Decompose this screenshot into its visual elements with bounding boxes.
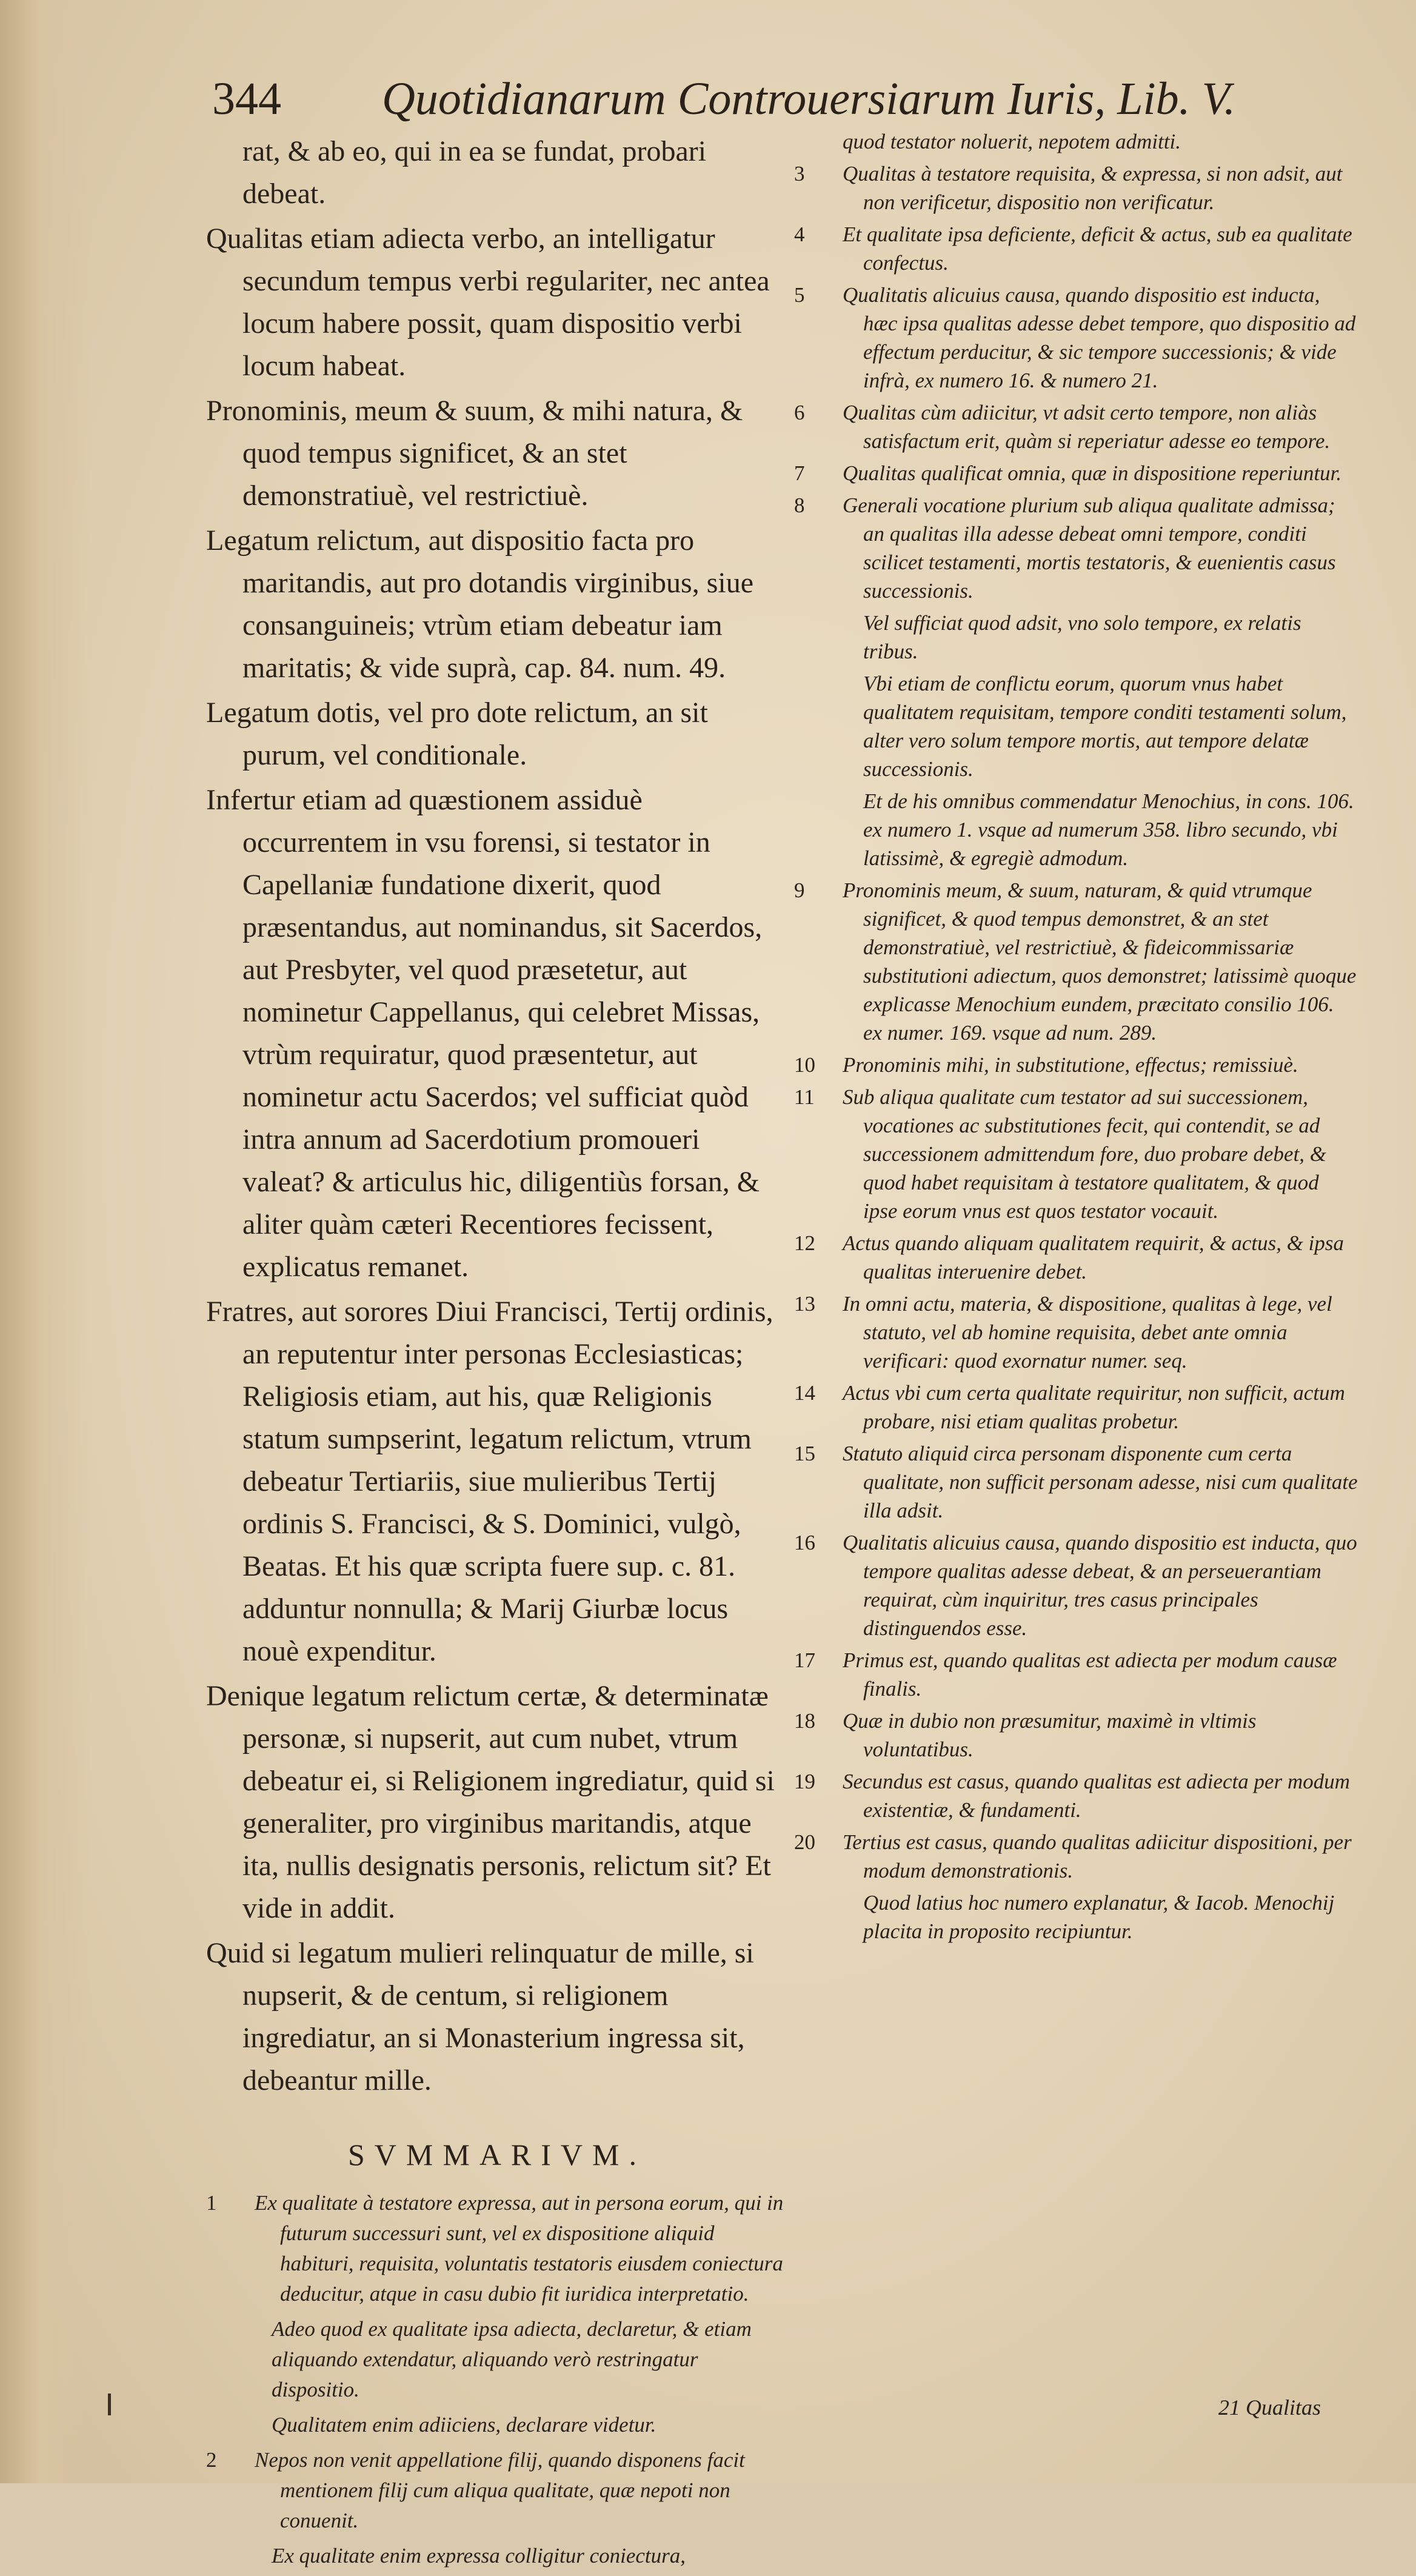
- entry-number: 15: [794, 1442, 815, 1465]
- entry-text: Qualitatem enim adiiciens, declarare videtur.: [272, 2413, 656, 2437]
- entry-text: Pronominis mihi, in substitutione, effectus; remissiuè.: [843, 1053, 1298, 1077]
- entry-text: Qualitas cùm adiicitur, vt adsit certo tempore, non aliàs satisfactum erit, quàm si reperiatur adesse eo tempore.: [843, 401, 1331, 453]
- paragraph: Quid si legatum mulieri relinquatur de mille, si nupserit, & de centum, si religionem ingrediatur, an si Monasterium ingressa sit, debeantur mille.: [206, 1937, 754, 2096]
- entry-number: 12: [794, 1231, 815, 1255]
- entry-text: Qualitas à testatore requisita, & expressa, si non adsit, aut non verificetur, dispositio non verificatur.: [843, 162, 1343, 214]
- entry-text: Et de his omnibus commendatur Menochius, in cons. 106. ex numero 1. vsque ad numerum 358. libro secundo, vbi latissimè, & egregiè admodum.: [863, 789, 1354, 870]
- entry-text: Qualitas qualificat omnia, quæ in dispositione reperiuntur.: [843, 461, 1342, 485]
- entry-number: 17: [794, 1648, 815, 1672]
- entry-text: Generali vocatione plurium sub aliqua qualitate admissa; an qualitas illa adesse debeat omni tempore, conditi scilicet testamenti, mortis testatoris, & euenientis casus successionis.: [843, 493, 1336, 603]
- summary-entry: [794, 1889, 1358, 1945]
- entry-text: Ex qualitate à testatore expressa, aut in persona eorum, qui in futurum successuri sunt, vel ex dispositione aliquid habituri, requisita, voluntatis testatoris eiusdem coniectura deducitur, atque in casu dubio fit iuridica interpretatio.: [255, 2191, 784, 2306]
- entry-text: Statuto aliquid circa personam disponente cum certa qualitate, non sufficit personam adesse, nisi cum qualitate illa adsit.: [843, 1442, 1358, 1522]
- summary-entry: [206, 2410, 788, 2440]
- entry-text: Et qualitate ipsa deficiente, deficit & actus, sub ea qualitate confectus.: [843, 222, 1352, 275]
- summary-entry: [206, 2188, 788, 2309]
- summary-entry: [794, 127, 1358, 156]
- entry-number: 10: [794, 1053, 815, 1077]
- paragraph: rat, & ab eo, qui in ea se fundat, probari debeat.: [242, 135, 707, 210]
- entry-text: Qualitatis alicuius causa, quando dispositio est inducta, hæc ipsa qualitas adesse debet tempore, quo dispositio ad effectum perducitur, & sic tempore successionis; & vide infrà, ex numero 16. & numero 21.: [843, 283, 1356, 392]
- entry-text: Secundus est casus, quando qualitas est adiecta per modum existentiæ, & fundamenti.: [843, 1770, 1350, 1822]
- entry-number: 19: [794, 1770, 815, 1793]
- summary-entry: [794, 220, 1358, 277]
- summary-entry: [794, 876, 1358, 1047]
- left-column: [206, 130, 788, 2576]
- entry-text: Actus vbi cum certa qualitate requiritur, non sufficit, actum probare, nisi etiam qualitas probetur.: [843, 1381, 1345, 1433]
- summary-entry: [794, 1051, 1358, 1079]
- margin-mark: [108, 2394, 111, 2415]
- summary-entry: [794, 1290, 1358, 1375]
- summary-entry: [794, 787, 1358, 872]
- page-number: 344: [212, 73, 281, 124]
- entry-text: Quæ in dubio non præsumitur, maximè in vltimis voluntatibus.: [843, 1709, 1257, 1761]
- summary-entry: [794, 398, 1358, 455]
- summary-entry: [794, 1528, 1358, 1642]
- entry-text: Qualitatis alicuius causa, quando dispositio est inducta, quo tempore qualitas adesse debeat, & an perseuerantiam requirat, cùm inquiritur, tres casus principales distinguendos esse.: [843, 1531, 1357, 1640]
- entry-text: Pronominis meum, & suum, naturam, & quid vtrumque significet, & quod tempus demonstret, & an stet demonstratiuè, vel restrictiuè, & fideicommissariæ substitutioni adiectum, quos demonstret; latissimè quoque explicasse Menochium eundem, præcitato consilio 106. ex numer. 169. vsque ad num. 289.: [843, 878, 1357, 1045]
- entry-text: Vbi etiam de conflictu eorum, quorum vnus habet qualitatem requisitam, tempore conditi testamenti solum, alter vero solum tempore mortis, aut tempore delatæ successionis.: [863, 672, 1347, 781]
- entry-number: 20: [794, 1830, 815, 1854]
- summary-entry: [794, 1767, 1358, 1824]
- entry-number: 6: [794, 401, 805, 424]
- paragraph: Pronominis, meum & suum, & mihi natura, & quod tempus significet, & an stet demonstratiuè, vel restrictiuè.: [206, 395, 743, 512]
- summary-entry: [206, 2541, 788, 2571]
- entry-text: Primus est, quando qualitas est adiecta per modum causæ finalis.: [843, 1648, 1337, 1701]
- summary-entry: [794, 459, 1358, 487]
- entry-number: 16: [794, 1531, 815, 1554]
- entry-text: Sub aliqua qualitate cum testator ad sui successionem, vocationes ac substitutiones fecit, qui contendit, se ad successionem admittendum fore, duo probare debet, & quod habet requisitam à testatore qualitatem, & quod ipse eorum vnus est quos testator vocauit.: [843, 1085, 1327, 1223]
- summary-entry: [794, 159, 1358, 216]
- catchword: 21 Qualitas: [1218, 2395, 1321, 2420]
- summary-entry: [794, 491, 1358, 605]
- entry-number: 13: [794, 1292, 815, 1316]
- running-title: Quotidianarum Controuersiarum Iuris, Lib. V.: [382, 73, 1236, 124]
- page-gutter-shadow: [0, 0, 91, 2483]
- paragraph: Legatum relictum, aut dispositio facta pro maritandis, aut pro dotandis virginibus, siue consanguineis; vtrùm etiam debeatur iam maritatis; & vide suprà, cap. 84. num. 49.: [206, 524, 754, 684]
- entry-number: 5: [794, 283, 805, 307]
- entry-number: 2: [206, 2448, 217, 2472]
- entry-number: 3: [794, 162, 805, 186]
- summary-entry: [794, 1646, 1358, 1703]
- paragraph: Qualitas etiam adiecta verbo, an intelligatur secundum tempus verbi regulariter, nec antea locum habere possit, quam dispositio verbi locum habeat.: [206, 222, 770, 382]
- summary-entry: [794, 1828, 1358, 1885]
- entry-number: 7: [794, 461, 805, 485]
- entry-number: 18: [794, 1709, 815, 1733]
- entry-text: Ex qualitate enim expressa colligitur coniectura,: [272, 2544, 686, 2568]
- summarium-heading: SVMMARIVM.: [347, 2138, 646, 2172]
- summary-entry: [794, 1379, 1358, 1436]
- paragraph: Infertur etiam ad quæstionem assiduè occurrentem in vsu forensi, si testator in Capellaniæ fundatione dixerit, quod præsentandus, aut nominandus, sit Sacerdos, aut Presbyter, vel quod præsetetur, aut nominetur Cappellanus, qui celebret Missas, vtrùm requiratur, quod præsentetur, aut nominetur actu Sacerdos; vel sufficiat quòd intra annum ad Sacerdotium promoueri valeat? & articulus hic, diligentiùs forsan, & aliter quàm cæteri Recentiores fecissent, explicatus remanet.: [206, 784, 763, 1283]
- paragraph: Denique legatum relictum certæ, & determinatæ personæ, si nupserit, aut cum nubet, vtrum debeatur ei, si Religionem ingrediatur, quid si generaliter, pro virginibus maritandis, atque ita, nullis designatis personis, relictum sit? Et vide in addit.: [206, 1680, 775, 1924]
- entry-number: 9: [794, 878, 805, 902]
- entry-text: Actus quando aliquam qualitatem requirit, & actus, & ipsa qualitas interuenire debet.: [843, 1231, 1344, 1283]
- entry-text: Tertius est casus, quando qualitas adiicitur dispositioni, per modum demonstrationis.: [843, 1830, 1352, 1882]
- paragraph: Legatum dotis, vel pro dote relictum, an sit purum, vel conditionale.: [206, 697, 708, 771]
- paragraph: Fratres, aut sorores Diui Francisci, Tertij ordinis, an reputentur inter personas Ecclesiasticas; Religiosis etiam, aut his, quæ Religionis statum sumpserint, legatum relictum, vtrum debeatur Tertiariis, siue mulieribus Tertij ordinis S. Francisci, & S. Dominici, vulgò, Beatas. Et his quæ scripta fuere sup. c. 81. adduntur nonnulla; & Marij Giurbæ locus nouè expenditur.: [206, 1296, 773, 1667]
- entry-number: 4: [794, 222, 805, 246]
- entry-number: 11: [794, 1085, 815, 1109]
- entry-number: 14: [794, 1381, 815, 1405]
- summary-entry: [794, 669, 1358, 783]
- summary-entry: [794, 1439, 1358, 1525]
- right-column: [794, 127, 1358, 1949]
- summary-entry: [206, 2445, 788, 2536]
- entry-text: Adeo quod ex qualitate ipsa adiecta, declaretur, & etiam aliquando extendatur, aliquando verò restringatur dispositio.: [272, 2317, 752, 2401]
- summary-entry: [794, 1229, 1358, 1286]
- summary-entry: [794, 1083, 1358, 1225]
- entry-text: Nepos non venit appellatione filij, quando disponens facit mentionem filij cum aliqua qualitate, quæ nepoti non conuenit.: [255, 2448, 745, 2532]
- summary-entry: [794, 609, 1358, 666]
- entry-text: In omni actu, materia, & dispositione, qualitas à lege, vel statuto, vel ab homine requisita, debet ante omnia verificari: quod exornatur numer. seq.: [843, 1292, 1332, 1373]
- page-header: [200, 73, 1236, 133]
- entry-number: 8: [794, 493, 805, 517]
- entry-text: Vel sufficiat quod adsit, vno solo tempore, ex relatis tribus.: [863, 611, 1301, 663]
- summary-entry: [206, 2314, 788, 2405]
- entry-text: quod testator noluerit, nepotem admitti.: [843, 130, 1181, 153]
- entry-number: 1: [206, 2191, 217, 2215]
- summary-entry: [794, 281, 1358, 395]
- summary-entry: [794, 1707, 1358, 1764]
- entry-text: Quod latius hoc numero explanatur, & Iacob. Menochij placita in proposito recipiuntur.: [863, 1891, 1335, 1943]
